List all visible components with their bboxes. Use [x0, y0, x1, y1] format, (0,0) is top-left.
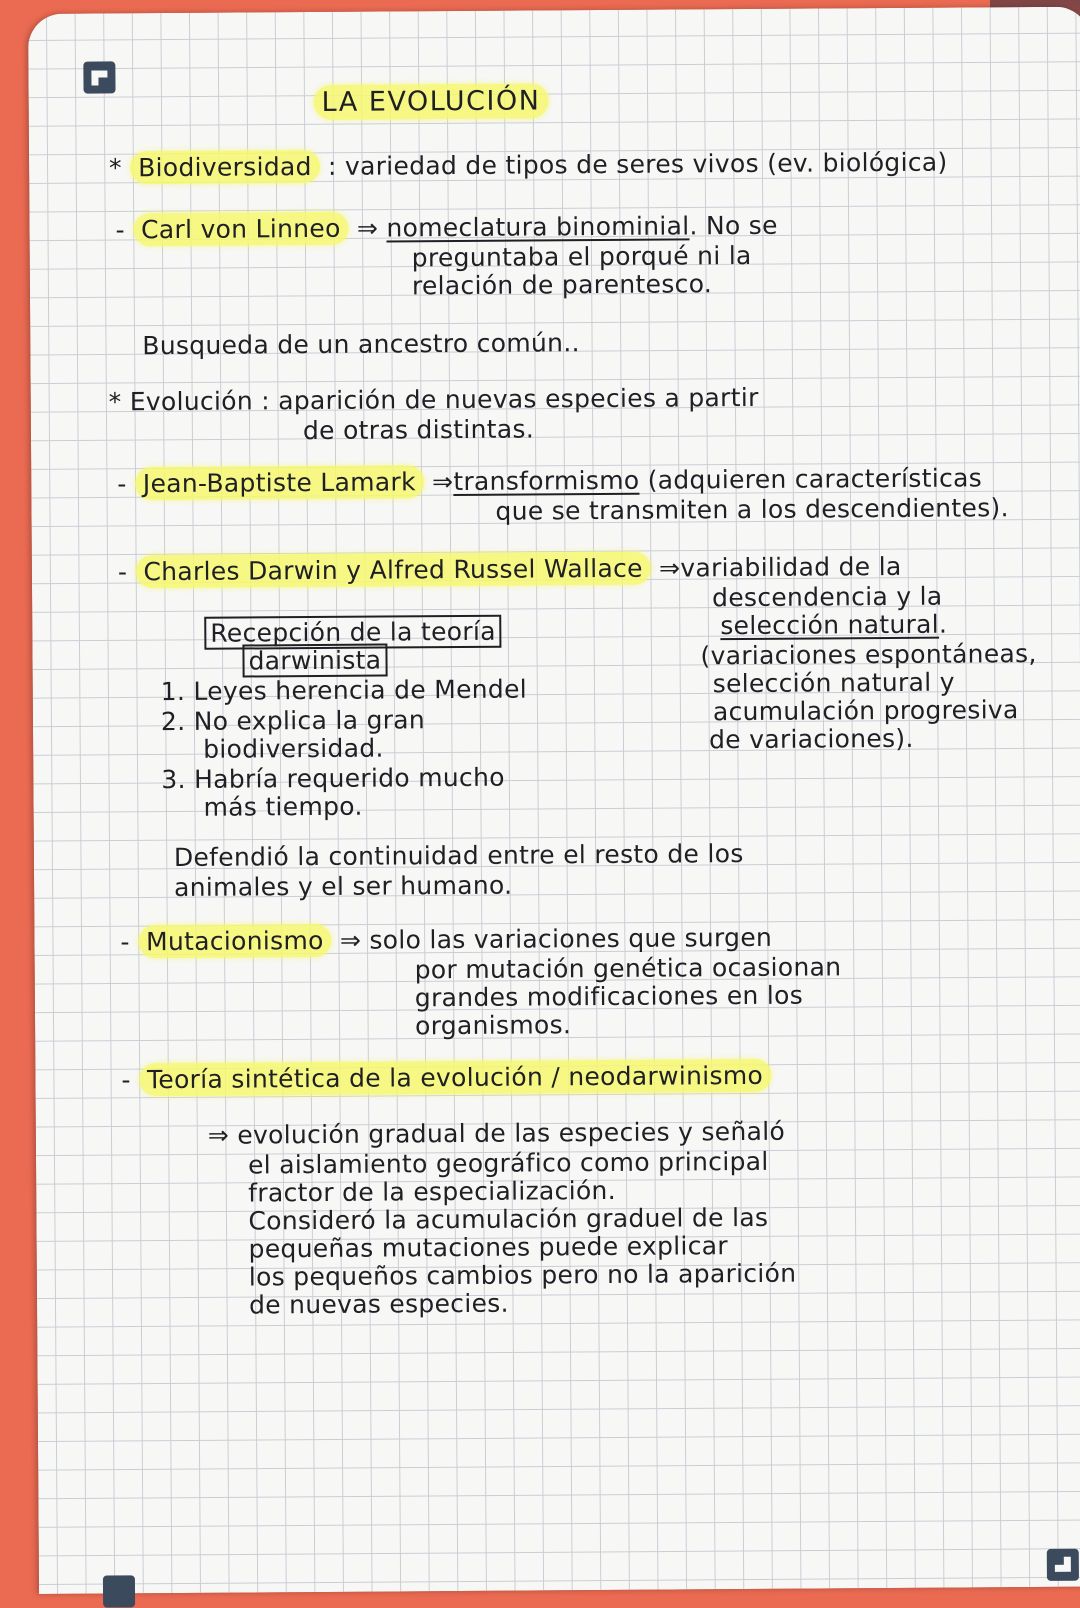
mutacionismo-line2: por mutación genética ocasionan — [414, 952, 842, 985]
linneo-name: Carl von Linneo — [133, 212, 349, 247]
recepcion-item-2: 2. No explica la gran — [160, 705, 426, 737]
mutacionismo-name: Mutacionismo — [138, 924, 332, 958]
recepcion-item-1: 1. Leyes herencia de Mendel — [160, 674, 528, 707]
mutacionismo-line4: organismos. — [414, 1010, 572, 1041]
page-corner-tab-icon — [1047, 1549, 1079, 1581]
lamark-entry: - Jean-Baptiste Lamark ⇒transformismo (adquieren características — [117, 463, 983, 499]
lamark-line2: que se transmiten a los descendientes). — [495, 493, 1009, 526]
recepcion-item-3: 3. Habría requerido mucho — [161, 762, 505, 795]
linneo-line3: relación de parentesco. — [411, 269, 713, 301]
seleccion-natural-term: selección natural — [720, 609, 940, 641]
darwin-line7: de variaciones). — [708, 723, 914, 755]
sintetica-line4: Consideró la acumulación graduel de las — [248, 1202, 769, 1236]
evolucion-line2: de otras distintas. — [302, 414, 535, 446]
darwin-line3: selección natural. — [720, 609, 948, 641]
biodiversidad-term: Biodiversidad — [130, 150, 320, 184]
sintetica-line2: el aislamiento geográfico como principal — [247, 1146, 769, 1180]
darwin-line4: (variaciones espontáneas, — [700, 638, 1037, 671]
linneo-concept: nomeclatura binominial — [386, 211, 690, 243]
linneo-entry: - Carl von Linneo ⇒ nomeclatura binominial. No se — [115, 210, 778, 245]
sintetica-line3: fractor de la especialización. — [248, 1175, 616, 1208]
darwin-line5: selección natural y — [712, 667, 955, 699]
darwin-entry: - Charles Darwin y Alfred Russel Wallace ⇒variabilidad de la — [117, 551, 902, 587]
lamark-name: Jean-Baptiste Lamark — [135, 465, 424, 500]
sintetica-line5: pequeñas mutaciones puede explicar — [248, 1231, 729, 1264]
page-corner-tab-icon — [83, 61, 115, 93]
recepcion-heading-line2: darwinista — [242, 646, 387, 676]
busqueda-note: Busqueda de un ancestro común.. — [142, 328, 580, 361]
linneo-line2: preguntaba el porqué ni la — [411, 240, 752, 273]
recepcion-heading: Recepción de la teoría — [204, 617, 502, 648]
sintetica-name: Teoría sintética de la evolución / neodarwinismo — [139, 1059, 771, 1096]
notebook-page — [28, 7, 1080, 1594]
mutacionismo-line3: grandes modificaciones en los — [414, 980, 804, 1013]
sintetica-line6: los pequeños cambios pero no la aparición — [248, 1258, 797, 1292]
evolucion-definition: * Evolución : aparición de nuevas especies a partir — [108, 382, 759, 417]
biodiversidad-definition: * Biodiversidad : variedad de tipos de seres vivos (ev. biológica) — [108, 147, 948, 183]
page-title: LA EVOLUCIÓN — [314, 86, 549, 117]
sintetica-entry: - Teoría sintética de la evolución / neodarwinismo — [121, 1061, 771, 1095]
defendio-line2: animales y el ser humano. — [174, 870, 513, 903]
page-corner-tab-icon — [103, 1575, 135, 1607]
darwin-name: Charles Darwin y Alfred Russel Wallace — [135, 552, 651, 589]
defendio-line1: Defendió la continuidad entre el resto de los — [173, 839, 744, 873]
lamark-concept: transformismo — [453, 465, 640, 497]
darwin-line2: descendencia y la — [711, 581, 943, 613]
sintetica-line7: de nuevas especies. — [248, 1288, 509, 1320]
recepcion-item-3-cont: más tiempo. — [203, 791, 363, 822]
recepcion-item-2-cont: biodiversidad. — [203, 733, 384, 764]
darwin-line6: acumulación progresiva — [712, 695, 1019, 727]
mutacionismo-entry: - Mutacionismo ⇒ solo las variaciones que surgen — [120, 922, 773, 957]
evolucion-term: Evolución — [129, 386, 254, 417]
sintetica-line1: ⇒ evolución gradual de las especies y señaló — [207, 1116, 786, 1150]
